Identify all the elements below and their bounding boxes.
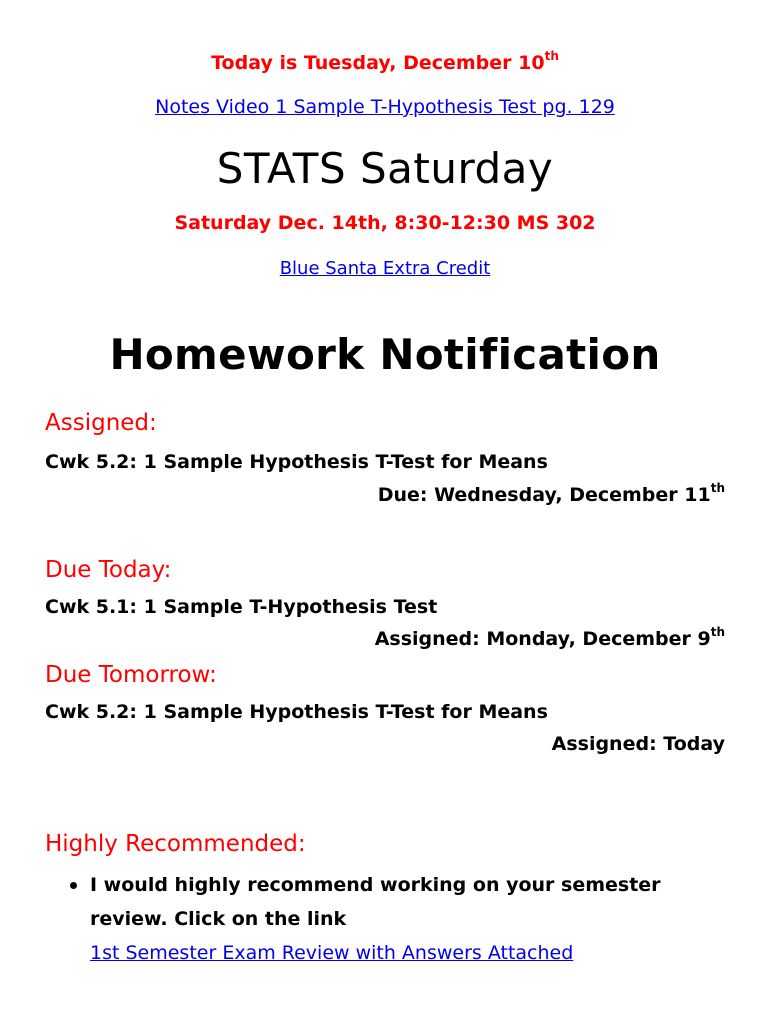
list-item (66, 868, 706, 970)
notes-video-line (0, 96, 770, 118)
exam-review-link[interactable]: 1st Semester Exam Review with Answers Attached (90, 942, 574, 964)
recommendation-text: I would highly recommend working on your semester review. Click on the link (90, 874, 661, 930)
due-today-assigned-date (374, 625, 725, 650)
assigned-due-text: Due: Wednesday, December 11 (377, 484, 711, 506)
highly-recommended-heading: Highly Recommended: (45, 831, 306, 857)
today-date-line (0, 49, 770, 74)
notes-video-link[interactable]: Notes Video 1 Sample T-Hypothesis Test pg. 129 (155, 96, 615, 118)
stats-saturday-details: Saturday Dec. 14th, 8:30-12:30 MS 302 (174, 212, 596, 234)
due-tomorrow-item: Cwk 5.2: 1 Sample Hypothesis T-Test for Means (45, 701, 548, 723)
today-date-text: Today is Tuesday, December 10 (211, 52, 545, 74)
recommendation-list (66, 868, 706, 970)
due-today-assigned-suffix: th (710, 625, 725, 639)
homework-notification-title: Homework Notification (109, 330, 661, 379)
assigned-item: Cwk 5.2: 1 Sample Hypothesis T-Test for Means (45, 451, 548, 473)
assigned-due-date (377, 481, 725, 506)
bullet-icon (70, 882, 77, 889)
due-today-heading: Due Today: (45, 557, 172, 583)
due-today-assigned-text: Assigned: Monday, December 9 (374, 628, 711, 650)
blue-santa-link[interactable]: Blue Santa Extra Credit (279, 258, 491, 279)
due-today-item: Cwk 5.1: 1 Sample T-Hypothesis Test (45, 596, 438, 618)
due-tomorrow-heading: Due Tomorrow: (45, 662, 217, 688)
blue-santa-line (0, 258, 770, 279)
due-tomorrow-assigned-date: Assigned: Today (551, 733, 725, 755)
assigned-heading: Assigned: (45, 410, 157, 436)
stats-saturday-title: STATS Saturday (216, 144, 554, 193)
today-date-suffix: th (544, 49, 559, 63)
assigned-due-suffix: th (710, 481, 725, 495)
